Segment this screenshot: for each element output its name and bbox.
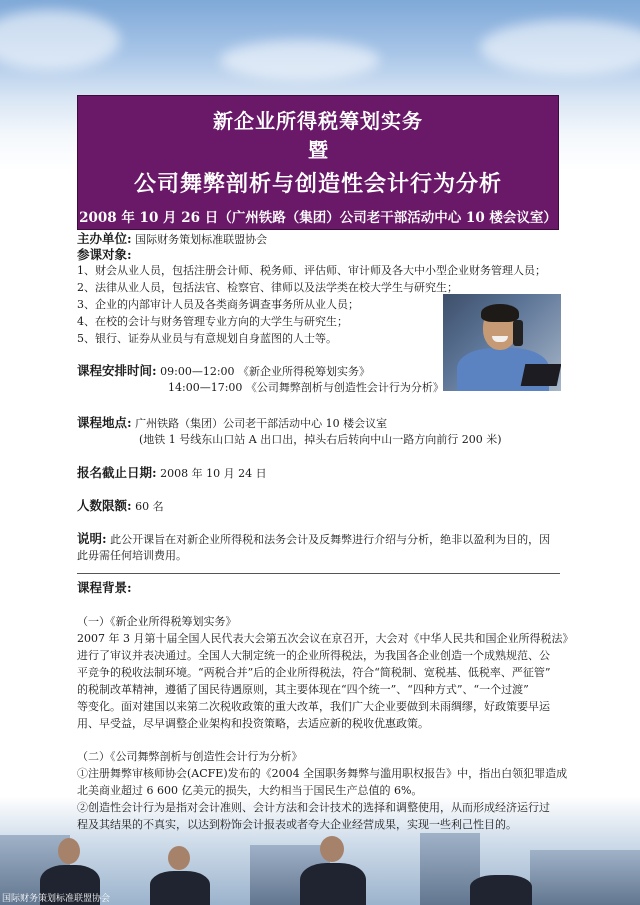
section1-line: 的税制改革精神，遵循了国民待遇原则，其主要体现在“四个统一”、“四种方式”、“一个过渡” xyxy=(77,683,529,696)
section1-line: 2007 年 3 月第十届全国人民代表大会第五次会议在京召开，大会对《中华人民共和国企业所得税法》 xyxy=(77,632,574,645)
section-divider xyxy=(77,573,560,574)
audience-item: 4、在校的会计与财务管理专业方向的大学生与研究生； xyxy=(77,315,348,328)
section2-line: ②创造性会计行为是指对会计准则、会计方法和会计技术的选择和调整使用，从而形成经济运行过 xyxy=(77,801,550,814)
section1-line: 进行了审议并表决通过。全国人大制定统一的企业所得税法，为我国各企业创造一个成熟规范、公 xyxy=(77,649,550,662)
schedule-item-afternoon: 14:00—17:00 《公司舞弊剖析与创造性会计行为分析》 xyxy=(168,381,444,394)
section1-line: 等变化。面对建国以来第二次税收政策的重大改革，我们广大企业要做到未雨绸缪，好政策要早运 xyxy=(77,700,550,713)
audience-label: 参课对象: xyxy=(77,247,132,262)
section2-heading: （二）《公司舞弊剖析与创造性会计行为分析》 xyxy=(77,750,303,763)
location-label: 课程地点: xyxy=(77,415,132,430)
deadline-row xyxy=(77,464,267,482)
title-banner xyxy=(77,95,559,230)
phone-icon xyxy=(513,320,523,346)
deadline-value: 2008 年 10 月 24 日 xyxy=(160,467,267,480)
deadline-label: 报名截止日期: xyxy=(77,465,157,480)
location-value: 广州铁路（集团）公司老干部活动中心 10 楼会议室 xyxy=(135,417,388,430)
title-subtitle: 公司舞弊剖析与创造性会计行为分析 xyxy=(133,171,502,197)
organizer-label: 主办单位: xyxy=(77,231,132,246)
section2-line: ①注册舞弊审核师协会(ACFE)发布的《2004 全国职务舞弊与滥用职权报告》中，指出白领犯罪造成 xyxy=(77,767,568,780)
audience-item: 3、企业的内部审计人员及各类商务调查事务所从业人员； xyxy=(77,298,359,311)
title-date-venue: 2008 年 10 月 26 日（广州铁路（集团）公司老干部活动中心 10 楼会议室） xyxy=(79,210,557,226)
section1-line: 平竞争的税收法制环境。“两税合并”后的企业所得税法，符合“简税制、宽税基、低税率、严征管” xyxy=(77,666,551,679)
section1-heading: （一）《新企业所得税筹划实务》 xyxy=(77,615,237,628)
note-row xyxy=(77,530,550,548)
limit-row xyxy=(77,497,164,515)
schedule-label: 课程安排时间: xyxy=(77,363,157,378)
man-on-phone-photo xyxy=(443,294,561,391)
background-label: 课程背景: xyxy=(77,580,132,595)
footer-organization: 国际财务策划标准联盟协会 xyxy=(2,894,111,904)
section1-line: 用、早受益，尽早调整企业架构和投资策略，去适应新的税收优惠政策。 xyxy=(77,717,429,730)
laptop-icon xyxy=(521,364,561,386)
limit-value: 60 名 xyxy=(135,500,164,513)
note-line2: 此毋需任何培训费用。 xyxy=(77,549,187,562)
note-label: 说明: xyxy=(77,531,107,546)
section2-line: 北美商业超过 6 600 亿美元的损失，大约相当于国民生产总值的 6%。 xyxy=(77,784,423,797)
limit-label: 人数限额: xyxy=(77,498,132,513)
schedule-item-morning: 09:00—12:00 《新企业所得税筹划实务》 xyxy=(160,365,371,378)
section2-line: 程及其结果的不真实，以达到粉饰会计报表或者夸大企业经营成果，实现一些利己性目的。 xyxy=(77,818,517,831)
location-directions: (地铁 1 号线东山口站 A 出口出，掉头右后转向中山一路方向前行 200 米) xyxy=(139,433,502,446)
schedule-row xyxy=(77,362,370,380)
title-connector: 暨 xyxy=(308,138,328,162)
audience-item: 2、法律从业人员，包括法官、检察官、律师以及法学类在校大学生与研究生； xyxy=(77,281,458,294)
audience-item: 1、财会从业人员，包括注册会计师、税务师、评估师、审计师及各大中小型企业财务管理人员； xyxy=(77,264,546,277)
audience-item: 5、银行、证券从业员与有意规划自身蓝图的人士等。 xyxy=(77,332,337,345)
photo-hair xyxy=(481,304,519,322)
location-row xyxy=(77,414,387,432)
note-line1: 此公开课旨在对新企业所得税和法务会计及反舞弊进行介绍与分析，绝非以盈利为目的，因 xyxy=(110,533,551,546)
title-main: 新企业所得税筹划实务 xyxy=(213,109,423,133)
organizer-value: 国际财务策划标准联盟协会 xyxy=(135,233,268,246)
